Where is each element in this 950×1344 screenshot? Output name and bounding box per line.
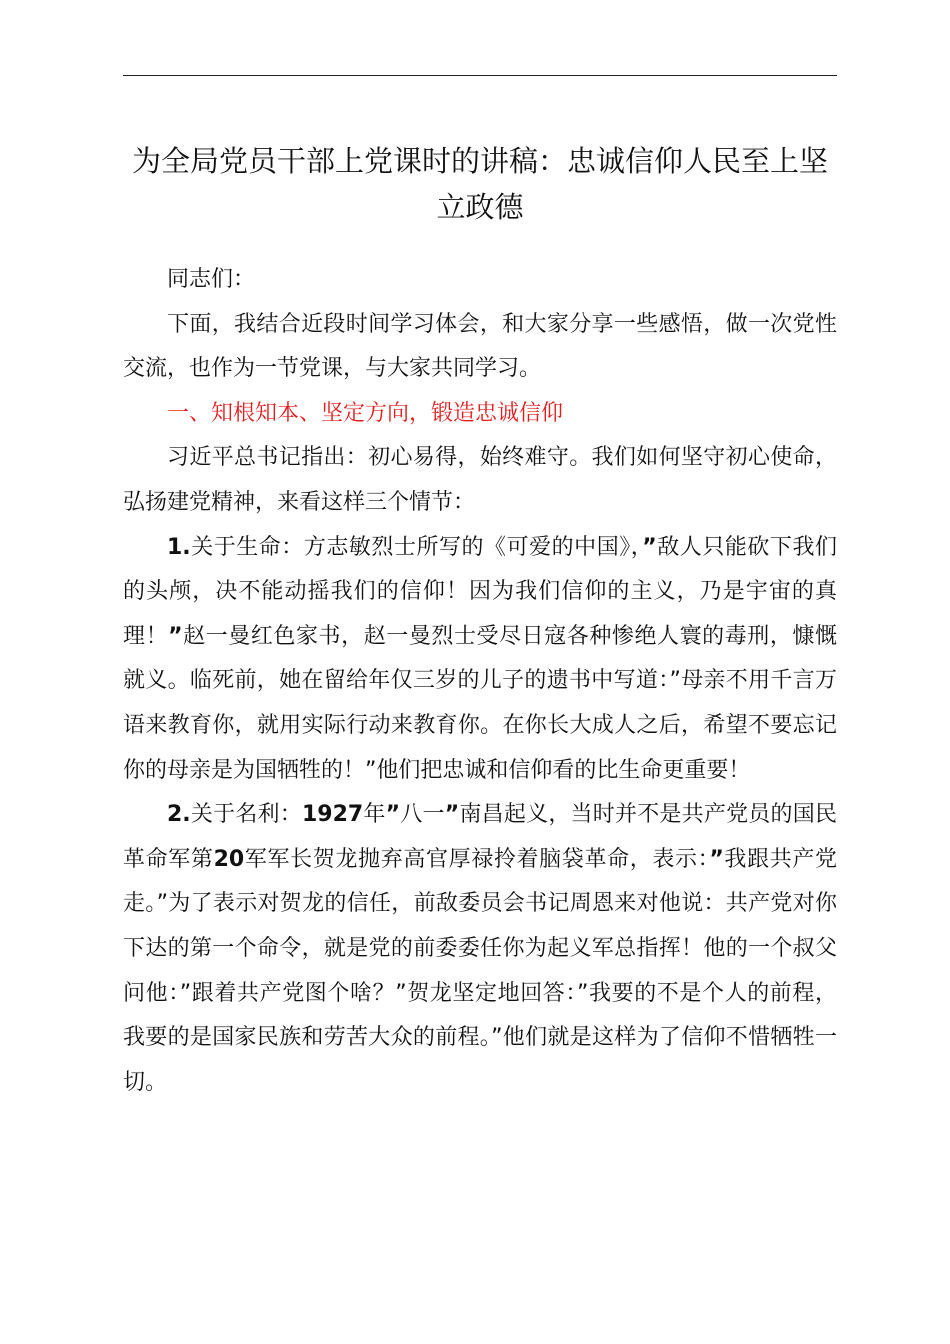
item-2-quote-close: ” xyxy=(444,802,460,828)
item-1-text-c: 赵一曼红色家书，赵一曼烈士受尽日寇各种惨绝人寰的毒刑，慷慨就义。临死前，她在留给年仅三岁的儿子的遗书中写道：”母亲不用千言万语来教育你，就用实际行动来教育你。在你长大成人之后，希望不要忘记你的母亲是为国牺牲的！”他们把忠诚和信仰看的比生命更重要！ xyxy=(123,623,837,783)
document-title: 为全局党员干部上党课时的讲稿：忠诚信仰人民至上坚立政德 xyxy=(131,144,828,224)
document-body xyxy=(123,258,837,1105)
intro-paragraph: 下面，我结合近段时间学习体会，和大家分享一些感悟，做一次党性交流，也作为一节党课，与大家共同学习。 xyxy=(123,311,837,382)
item-1-text-b: 敌人只能砍下我们的头颅，决不能动摇我们的信仰！因为我们信仰的主义，乃是宇宙的真理！ xyxy=(123,534,837,649)
item-1-text-a: 关于生命：方志敏烈士所写的《可爱的中国》， xyxy=(190,534,643,560)
item-2-text-e: 军军长贺龙抛弃高官厚禄拎着脑袋革命，表示： xyxy=(244,846,710,872)
item-2-number: 2. xyxy=(167,802,191,828)
item-2-text-c: 八一 xyxy=(400,802,445,828)
item-1-paragraph xyxy=(123,526,837,794)
item-1-number: 1. xyxy=(167,534,191,560)
item-2-text-a: 关于名利： xyxy=(190,802,302,828)
item-1-quote-mark: ” xyxy=(642,534,657,560)
salutation: 同志们： xyxy=(167,267,256,292)
item-1-quote-mark-2: ” xyxy=(168,623,183,649)
header-rule xyxy=(123,75,837,76)
item-2-text-b: 年 xyxy=(363,802,386,828)
item-2-quote-open: ” xyxy=(385,802,401,828)
section1-paragraph: 习近平总书记指出：初心易得，始终难守。我们如何坚守初心使命，弘扬建党精神，来看这样三个情节： xyxy=(123,445,837,515)
item-2-number-20: 20 xyxy=(213,846,245,872)
item-2-year: 1927 xyxy=(301,802,364,828)
item-2-paragraph xyxy=(123,793,837,1105)
item-2-quote-3: ” xyxy=(709,846,724,872)
section-heading-1: 一、知根知本、坚定方向，锻造忠诚信仰 xyxy=(167,400,564,426)
item-2-text-f: 我跟共产党走。”为了表示对贺龙的信任，前敌委员会书记周恩来对他说：共产党对你下达的第一个命令，就是党的前委委任你为起义军总指挥！他的一个叔父问他：”跟着共产党图个啥？”贺龙坚定地回答：”我要的不是个人的前程，我要的是国家民族和劳苦大众的前程。”他们就是这样为了信仰不惜牺牲一切。 xyxy=(123,846,837,1095)
item-2-text-d: 南昌起义，当时并不是共产党员的国民革命军第 xyxy=(123,802,837,872)
